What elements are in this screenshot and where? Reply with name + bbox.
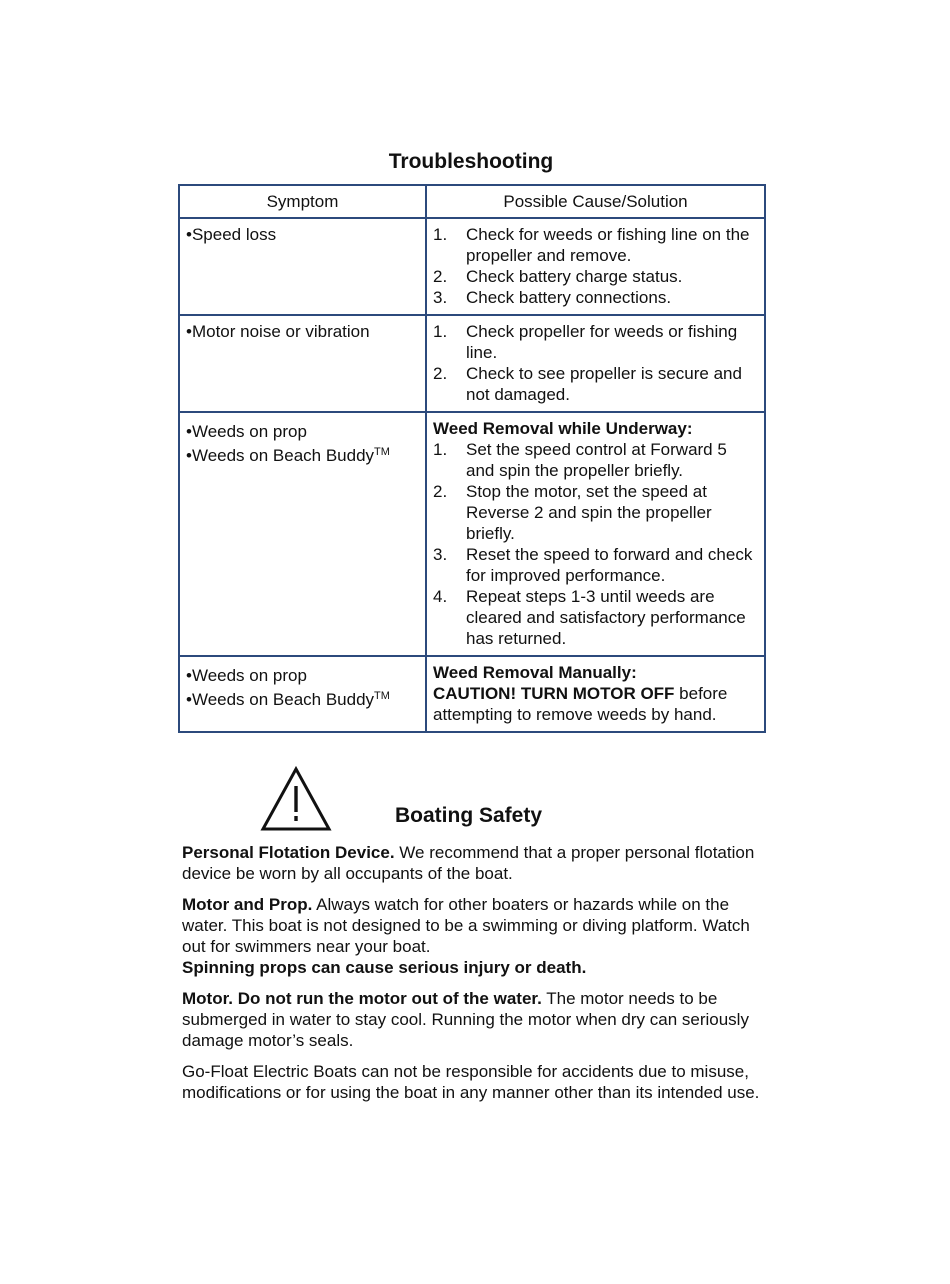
- symptom-cell: [179, 656, 426, 732]
- prop-warning: Spinning props can cause serious injury or death.: [182, 958, 587, 978]
- list-item: 3. Check battery connections.: [433, 288, 672, 307]
- pfd-paragraph: Personal Flotation Device. We recommend that a proper personal flotation device be worn by all occupants of the boat.: [182, 843, 755, 884]
- table-row: [179, 218, 765, 315]
- table-row: [179, 315, 765, 412]
- symptom-item: •Weeds on Beach Buddy™: [186, 446, 390, 465]
- list-item: 2. Check to see propeller is secure and not damaged.: [433, 364, 742, 404]
- motor-paragraph: Motor. Do not run the motor out of the water. The motor needs to be submerged in water to stay cool. Running the motor when dry can seriously damage motor’s seals.: [182, 988, 749, 1051]
- solution-cell: [426, 218, 765, 315]
- motor-prop-paragraph: Motor and Prop. Always watch for other boaters or hazards while on the water. This boat is not designed to be a swimming or diving platform. Watch out for swimmers near your boat. Spinning props can cause serious injury or death.: [182, 894, 750, 978]
- troubleshooting-title: Troubleshooting: [388, 150, 554, 173]
- solution-heading: Weed Removal Manually:: [433, 663, 637, 682]
- solution-cell: [426, 315, 765, 412]
- symptom-item: •Weeds on prop: [186, 666, 307, 685]
- symptom-cell: [179, 315, 426, 412]
- symptom-cell: [179, 412, 426, 656]
- solution-cell: [426, 656, 765, 732]
- warning-triangle-icon: [260, 766, 332, 832]
- trademark-mark: TM: [374, 446, 390, 458]
- list-item: 2. Stop the motor, set the speed at Reverse 2 and spin the propeller briefly.: [433, 482, 712, 543]
- list-item: 3. Reset the speed to forward and check for improved performance.: [433, 545, 753, 585]
- list-item: 1. Check propeller for weeds or fishing line.: [433, 322, 738, 362]
- solution-steps: [433, 439, 758, 649]
- solution-header: Possible Cause/Solution: [426, 185, 765, 218]
- solution-steps: [433, 224, 758, 308]
- list-item: 4. Repeat steps 1-3 until weeds are cleared and satisfactory performance has returned.: [433, 587, 746, 648]
- table-row: [179, 656, 765, 732]
- symptom-item: •Weeds on Beach Buddy™: [186, 690, 390, 709]
- symptom-item: •Speed loss: [186, 225, 277, 244]
- solution-heading: Weed Removal while Underway:: [433, 419, 693, 438]
- disclaimer-paragraph: Go-Float Electric Boats can not be responsible for accidents due to misuse, modifications or for using the boat in any manner other than its intended use.: [182, 1061, 760, 1102]
- trademark-mark: TM: [374, 690, 390, 702]
- list-item: 1. Check for weeds or fishing line on the propeller and remove.: [433, 225, 750, 265]
- solution-steps: [433, 321, 758, 405]
- table-header-row: [179, 185, 765, 218]
- list-item: 1. Set the speed control at Forward 5 and spin the propeller briefly.: [433, 440, 727, 480]
- table-row: [179, 412, 765, 656]
- symptom-header: Symptom: [179, 185, 426, 218]
- caution-text: CAUTION! TURN MOTOR OFF before attempting to remove weeds by hand.: [433, 684, 728, 724]
- symptom-cell: [179, 218, 426, 315]
- troubleshooting-table: [178, 184, 766, 733]
- safety-title: Boating Safety: [395, 804, 543, 827]
- symptom-item: •Weeds on prop: [186, 422, 307, 441]
- safety-section: [182, 842, 768, 1112]
- symptom-item: •Motor noise or vibration: [186, 322, 370, 341]
- solution-cell: [426, 412, 765, 656]
- list-item: 2. Check battery charge status.: [433, 267, 683, 286]
